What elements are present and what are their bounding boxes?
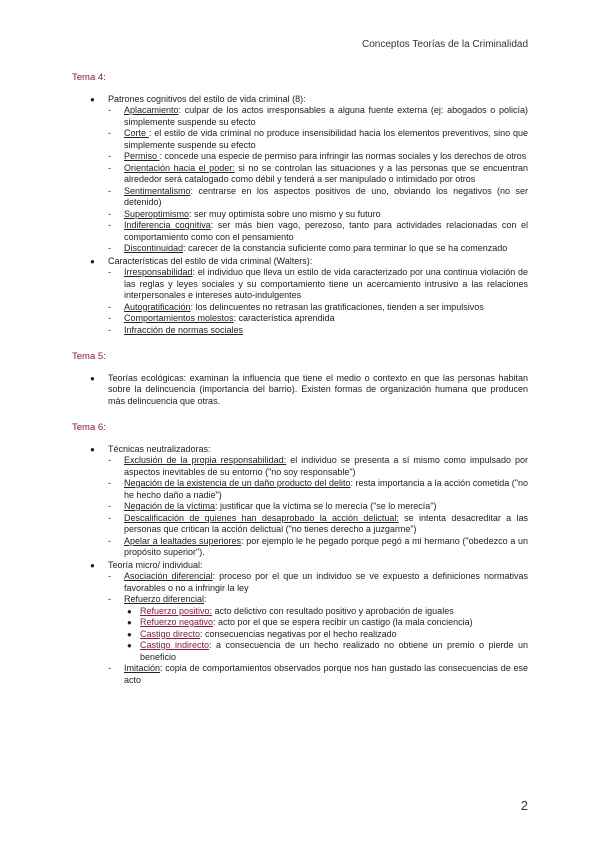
sub-definition-term: Castigo directo — [140, 628, 201, 639]
definition-term: Sentimentalismo — [124, 185, 191, 196]
dash-marker: - — [108, 455, 111, 465]
definition-text: : el individuo que lleva un estilo de vida caracterizado por una continua violación de las reglas y leyes sociales y su comportamiento tiene un acercamiento intrusivo a las relaciones interpersonales e intereses auto-indulgentes — [124, 267, 528, 300]
sub-definition-text: : a consecuencia de un hecho realizado no obtiene un premio o pierde un beneficio — [140, 640, 528, 662]
definition-term: Discontinuidad — [124, 243, 184, 253]
dash-marker: - — [108, 478, 111, 488]
dash-marker: - — [108, 571, 111, 581]
topic-item — [72, 373, 528, 408]
definition-text: se intenta desacreditar a las personas que critican la acción delictual ("no tienes derecho a juzgarme") — [124, 512, 528, 534]
definition-term: Indiferencia cognitiva — [124, 220, 211, 230]
definition-text: el individuo se presenta a sí mismo como impulsado por aspectos inevitables de su entorno ("no soy responsable") — [124, 455, 528, 477]
sub-definition-item — [124, 629, 528, 641]
dash-marker: - — [108, 594, 111, 604]
sub-definition-term: Refuerzo positivo: — [140, 605, 213, 616]
topic-list — [72, 444, 528, 687]
dash-marker: - — [108, 535, 111, 546]
topic-description: : examinan la influencia que tiene el medio o contexto en que las personas habitan sobre la delincuencia (importancia del barrio). Existen formas de organización humana que producen más delincuencia que otras. — [108, 372, 528, 406]
definition-item — [108, 128, 528, 151]
definition-text: : proceso por el que un individuo se ve expuesto a definiciones normativas favorables o no a infringir la ley — [124, 571, 529, 593]
bullet-icon: ● — [90, 560, 95, 570]
bullet-icon: ● — [127, 641, 132, 650]
running-header: Conceptos Teorías de la Criminalidad — [361, 39, 528, 50]
definition-text: : el estilo de vida criminal no produce insensibilidad hacia los elementos preventivos, sino que simplemente suspende su efecto — [124, 128, 528, 150]
definition-term: Autogratificación — [124, 301, 191, 312]
topic-heading: Patrones cognitivos del estilo de vida criminal (8) — [108, 93, 304, 104]
definition-term: Irresponsabilidad — [124, 267, 193, 277]
definition-term: Orientación hacia el poder: — [124, 162, 235, 173]
sub-definition-text: acto delictivo con resultado positivo y aprobación de iguales — [212, 605, 454, 616]
definition-term: Permiso — [124, 151, 160, 161]
dash-marker: - — [108, 162, 111, 173]
definition-item — [108, 663, 528, 686]
spacer — [72, 408, 528, 422]
definition-term: Descalificación de quienes han desaprobado la acción delictual: — [124, 512, 399, 523]
topic-heading: Teoría micro/ individual — [108, 559, 201, 570]
bullet-icon: ● — [90, 373, 95, 383]
dash-marker: - — [108, 220, 111, 230]
dash-marker: - — [108, 301, 111, 312]
definition-item — [108, 536, 528, 559]
bullet-icon: ● — [90, 94, 95, 104]
definition-item — [108, 571, 528, 594]
definition-term: Aplacamiento — [124, 105, 179, 115]
section-heading: Tema 4: — [72, 72, 106, 83]
definition-item — [108, 513, 528, 536]
definition-item — [108, 105, 528, 128]
bullet-icon: ● — [127, 606, 132, 616]
definition-text: : culpar de los actos irresponsables a alguna fuente externa (ej: abogados o policía) simplemente suspende su efecto — [124, 105, 528, 127]
topic-description: : — [200, 559, 203, 570]
definition-item — [108, 151, 528, 163]
definition-text: : copia de comportamientos observados porque nos han gustado las consecuencias de ese acto — [124, 663, 528, 685]
definition-term: Imitación — [124, 663, 161, 673]
topic-list — [72, 373, 528, 408]
definition-text: : justificar que la víctima se lo merecía ("se lo merecía") — [215, 501, 437, 511]
topic-heading: Características del estilo de vida criminal (Walters): — [108, 255, 313, 266]
definition-text: : ser más bien vago, perezoso, tanto para actividades relacionadas con el comportamiento como con el pensamiento — [124, 220, 528, 242]
dash-marker: - — [108, 243, 111, 253]
sub-definition-text: : consecuencias negativas por el hecho realizado — [200, 628, 397, 639]
definition-text: : los delincuentes no retrasan las gratificaciones, tienden a ser impulsivos — [190, 301, 484, 312]
topic-item — [72, 444, 528, 559]
page-number: 2 — [520, 798, 528, 813]
definition-item — [108, 325, 528, 337]
definition-list — [108, 105, 528, 255]
dash-marker: - — [108, 105, 111, 115]
dash-marker: - — [108, 151, 111, 161]
definition-term: Corte — [124, 128, 149, 138]
section-heading: Tema 5: — [72, 351, 106, 362]
sub-definition-term: Castigo indirecto — [140, 640, 210, 650]
topic-heading: Teorías ecológicas — [108, 372, 184, 383]
definition-term: Refuerzo diferencial — [124, 594, 205, 604]
definition-list — [108, 267, 528, 336]
definition-item — [108, 455, 528, 478]
definition-text: si no se controlan las situaciones y a las personas que se encuentran alrededor será catalogado como débil y tenderá a ser manipulado o intimidado por otros — [124, 162, 528, 184]
dash-marker: - — [108, 663, 111, 673]
section-heading: Tema 6: — [72, 422, 106, 433]
topic-text — [108, 94, 528, 106]
bullet-icon: ● — [127, 618, 132, 627]
dash-marker: - — [108, 324, 111, 335]
topic-list — [72, 94, 528, 337]
definition-text: : ser muy optimista sobre uno mismo y su futuro — [189, 208, 381, 219]
document-body — [72, 72, 528, 687]
definition-list — [108, 455, 528, 559]
definition-item — [108, 478, 528, 501]
topic-text — [108, 444, 528, 456]
topic-description: : — [303, 93, 306, 104]
definition-term: Negación de la víctima — [124, 501, 216, 511]
definition-item — [108, 186, 528, 209]
bullet-icon: ● — [90, 256, 95, 266]
definition-term: Superoptimismo — [124, 208, 190, 219]
definition-term: Negación de la existencia de un daño producto del delito — [124, 478, 351, 488]
definition-term: Comportamientos molestos — [124, 313, 234, 323]
dash-marker: - — [108, 267, 111, 277]
definition-item — [108, 302, 528, 314]
definition-text: : resta importancia a la acción cometida ("no he hecho daño a nadie") — [124, 478, 528, 500]
spacer — [72, 337, 528, 351]
dash-marker: - — [108, 208, 111, 219]
topic-text — [108, 560, 528, 572]
definition-item — [108, 267, 528, 302]
topic-heading: Técnicas neutralizadoras: — [108, 443, 211, 454]
sub-definition-item — [124, 606, 528, 618]
definition-text: : carecer de la constancia suficiente como para terminar lo que se ha comenzado — [183, 243, 508, 253]
definition-text: : — [204, 594, 207, 604]
sub-definition-item — [124, 617, 528, 629]
definition-text: : centrarse en los aspectos positivos de uno, obviando los negativos (no ser detenido) — [124, 185, 528, 207]
definition-text: : por ejemplo le he pegado porque pegó a mi hermano ("obedezco a un propósito superior"). — [124, 535, 528, 557]
sub-definition-item — [124, 640, 528, 663]
definition-term: Apelar a lealtades superiores — [124, 535, 242, 546]
definition-item — [108, 594, 528, 663]
bullet-icon: ● — [90, 444, 95, 454]
definition-item — [108, 313, 528, 325]
dash-marker: - — [108, 512, 111, 523]
definition-list — [108, 571, 528, 686]
topic-item — [72, 94, 528, 255]
dash-marker: - — [108, 501, 111, 511]
sub-definition-term: Refuerzo negativo — [140, 617, 214, 627]
topic-item — [72, 560, 528, 687]
definition-text: : característica aprendida — [233, 313, 335, 323]
topic-text — [108, 256, 528, 268]
sub-definition-list — [124, 606, 528, 664]
definition-item — [108, 163, 528, 186]
definition-item — [108, 243, 528, 255]
sub-definition-text: : acto por el que se espera recibir un castigo (la mala conciencia) — [213, 617, 473, 627]
definition-term: Infracción de normas sociales — [124, 324, 244, 335]
dash-marker: - — [108, 185, 111, 196]
dash-marker: - — [108, 128, 111, 138]
definition-item — [108, 501, 528, 513]
definition-term: Exclusión de la propia responsabilidad: — [124, 455, 287, 465]
definition-term: Asociación diferencial — [124, 571, 213, 581]
topic-item — [72, 256, 528, 337]
dash-marker: - — [108, 313, 111, 323]
definition-item — [108, 209, 528, 221]
topic-text — [108, 373, 528, 408]
definition-item — [108, 220, 528, 243]
definition-text: : concede una especie de permiso para infringir las normas sociales y los derechos de otros — [159, 151, 527, 161]
bullet-icon: ● — [127, 629, 132, 639]
